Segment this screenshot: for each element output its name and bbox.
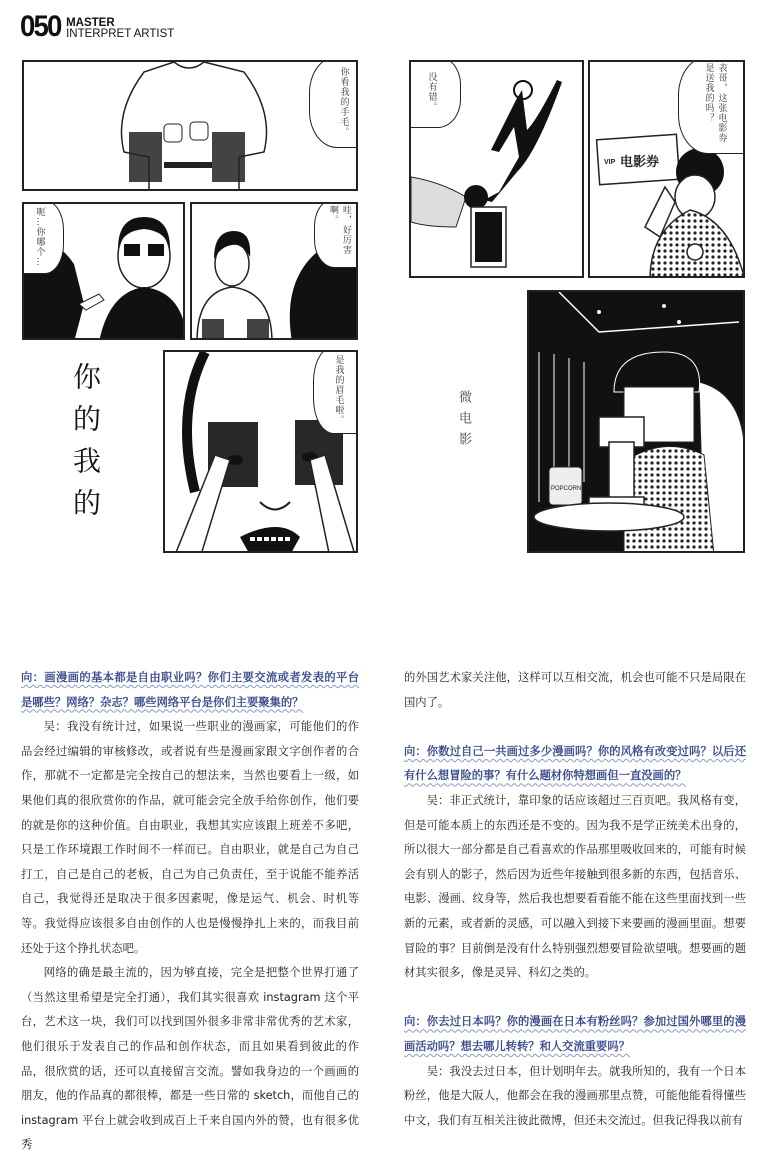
paragraph-spacer [404,715,746,740]
figure-microscope-cinema-illustration [529,292,745,553]
figure-hairy-arms-illustration [24,62,358,191]
page-header [20,10,175,43]
paragraph-spacer [404,986,746,1011]
section-title [66,18,174,40]
interview-answer: 吴：非正式统计，靠印象的话应该超过三百页吧。我风格有变，但是可能本质上的东西还是不变的。因为我不是学正统美术出身的，所以很大一部分都是自己看喜欢的作品那里吸收回来的，可能有时候会有别人的影子，然后因为近些年接触到很多新的东西，包括音乐、电影、漫画、纹身等，然后我也想要看看能不能在这些里面找到一些新的元素，或者新的灵感，可以融入到接下来要画的漫画里面。想要冒险的事？目前倒是没有什么特别强烈想要冒险欲望哦。想要画的题材其实很多，像是灵异、科幻之类的。 [404,793,746,980]
article-column-right [404,666,746,1133]
comic-panel-2 [22,202,185,340]
comic-title-right: 微电影 [456,390,471,453]
interview-question: 向：画漫画的基本都是自由职业吗？你们主要交流或者发表的平台是哪些？网络？杂志？哪些网络平台是你们主要聚集的？ [21,671,359,709]
interview-answer-continuation: 的外国艺术家关注他，这样可以互相交流，机会也可能不只是局限在国内了。 [404,671,746,709]
speech-bubble: 呃…你哪个… [22,202,64,274]
comic-panel-6 [588,60,745,278]
popcorn-label: POPCORN [551,486,582,492]
svg-text:VIP: VIP [604,159,616,166]
comic-panel-7 [527,290,745,553]
speech-bubble: 是我的眉毛啦。 [313,350,358,434]
comic-panel-4 [163,350,358,553]
interview-answer: 吴：我没有统计过，如果说一些职业的漫画家，可能他们的作品会经过编辑的审核修改，或者说有些是漫画家跟文字创作者的合作，那就不一定都是完全按自己的想法来，当然也要看上一级，如果他们真的很欣赏你的作品，就可能会完全放手给你创作，他们要的就是你的这种价值。自由职业，我想其实应该跟上班差不多吧，只是工作环境跟工作时间不一样而已。自由职业，就是自己为自己打工，自己是自己的老板，自己为自己负责任，至于说能不能养活自己，我觉得还是取决于很多因素呢，像是运气、机会、时机等等。我觉得应该很多自由创作的人也是慢慢挣扎上来的，而我目前还处于这个挣扎状态吧。 [21,720,359,955]
interview-answer: 网络的确是最主流的，因为够直接，完全是把整个世界打通了（当然这里希望是完全打通），我们其实很喜欢 instagram 这个平台，艺术这一块，我们可以找到国外很多非常非常优秀的艺术家，他们很乐于发表自己的作品和创作状态，而且如果看到彼此的作品，很欣赏的话，还可以直接留言交流。譬如我身边的一个画画的朋友，他的作品真的都很棒，都是一些日常的 sketch，而他自己的 instagram 平台上就会收到成百上千来自国内外的赞，也有很多优秀 [21,966,359,1152]
page-number: 050 [20,10,61,43]
section-title-line1: MASTER [66,17,115,29]
interview-question: 向：你数过自己一共画过多少漫画吗？你的风格有改变过吗？以后还有什么想冒险的事？有什么题材你特想画但一直没画的？ [404,744,746,783]
comic-panel-1 [22,60,358,191]
interview-answer: 吴：我没去过日本，但计划明年去。就我所知的，我有一个日本粉丝，他是大阪人，他都会在我的漫画那里点赞，可能他能看得懂些中文，我们有互相关注彼此微博，但还未交流过。但我记得我以前有 [404,1064,746,1127]
speech-bubble: 你看我的手毛。 [309,60,358,148]
interview-question: 向：你去过日本吗？你的漫画在日本有粉丝吗？参加过国外哪里的漫画活动吗？想去哪儿转转？和人交流重要吗？ [404,1015,746,1053]
svg-text:电影券: 电影券 [620,155,660,170]
comic-panel-3 [190,202,358,340]
speech-bubble: 哇，好厉害啊。 [314,202,358,268]
speech-bubble: 表哥，这张电影券是送我的吗？ [678,60,745,154]
section-title-line2: INTERPRET ARTIST [66,28,175,40]
comic-title-left: 你的我的 [69,362,102,530]
article-column-left [21,666,359,1158]
speech-bubble: 没有错。 [409,60,461,128]
comic-panel-5 [409,60,584,278]
